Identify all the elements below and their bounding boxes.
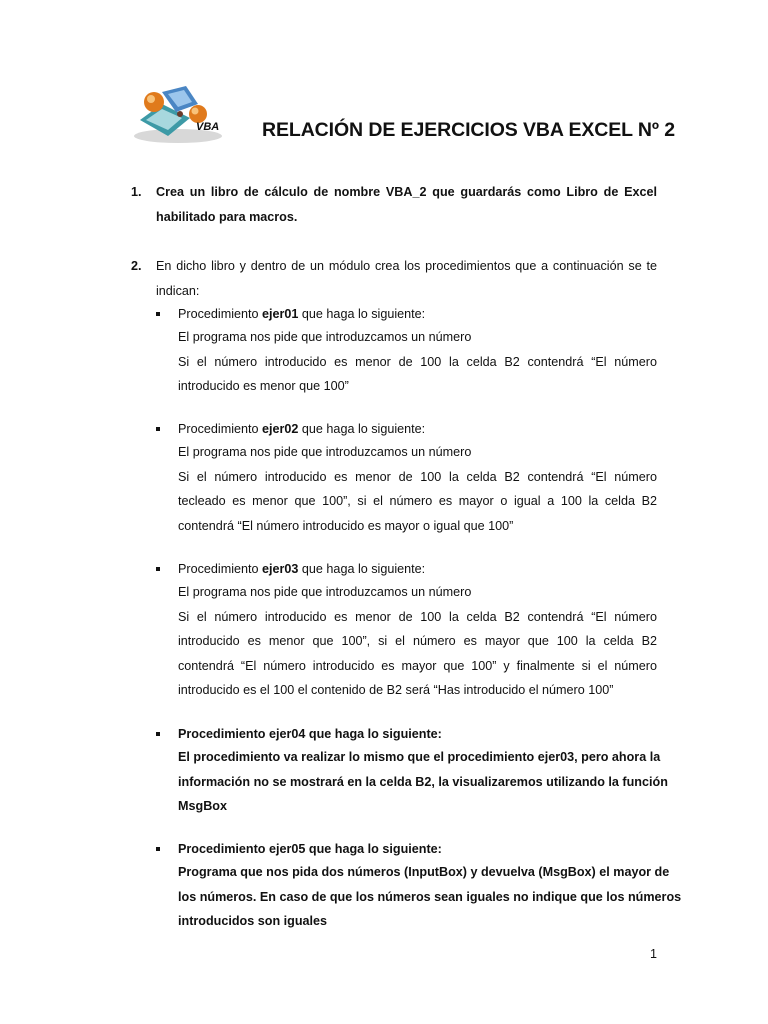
procedure-ejer02 — [178, 418, 657, 538]
procedure-line: contendrá “El número introducido es mayor o igual que 100” — [178, 518, 514, 533]
procedure-ejer03 — [178, 558, 657, 703]
procedure-heading: Procedimiento ejer05 que haga lo siguiente: — [178, 842, 442, 856]
procedure-line: Si el número introducido es menor de 100 la celda B2 contendrá “El número — [178, 354, 657, 369]
procedure-line: El programa nos pide que introduzcamos un número — [178, 445, 472, 459]
procedure-line: MsgBox — [178, 799, 227, 814]
procedure-line: El programa nos pide que introduzcamos un número — [178, 330, 472, 344]
procedure-line: El programa nos pide que introduzcamos un número — [178, 585, 472, 599]
procedure-line: tecleado es menor que 100”, si el número es mayor o igual a 100 la celda B2 — [178, 494, 657, 509]
bullet-icon — [156, 427, 160, 431]
procedure-line: introducido es menor que 100” — [178, 379, 349, 394]
procedure-heading: Procedimiento ejer01 que haga lo siguiente: — [178, 307, 426, 321]
bullet-icon — [156, 847, 160, 851]
logo-text: VBA — [196, 121, 220, 133]
page-number: 1 — [650, 947, 658, 961]
page-title: RELACIÓN DE EJERCICIOS VBA EXCEL Nº 2 — [262, 119, 675, 141]
procedure-line: Si el número introducido es menor de 100 la celda B2 contendrá “El número — [178, 469, 657, 484]
item-text-1: Crea un libro de cálculo de nombre VBA_2 que guardarás como Libro de Excel habilitado para macros. — [156, 185, 657, 224]
bullet-icon — [156, 312, 160, 316]
procedure-heading: Procedimiento ejer03 que haga lo siguiente: — [178, 562, 426, 576]
procedure-line: Si el número introducido es menor de 100 la celda B2 contendrá “El número — [178, 609, 657, 624]
procedure-line: contendrá “El número introducido es mayor que 100” y finalmente si el número — [178, 658, 657, 673]
procedure-ejer05 — [178, 838, 682, 934]
procedure-line: información no se mostrará en la celda B2, la visualizaremos utilizando la función — [178, 774, 668, 789]
item-number-1: 1. — [131, 185, 142, 199]
procedure-line: El procedimiento va realizar lo mismo que el procedimiento ejer03, pero ahora la — [178, 750, 661, 764]
procedure-line: los números. En caso de que los números sean iguales no indique que los números — [178, 889, 682, 904]
procedure-ejer04 — [178, 723, 668, 819]
item-text-2: En dicho libro y dentro de un módulo crea los procedimientos que a continuación se te indican: — [156, 259, 657, 298]
vba-logo — [132, 84, 224, 144]
procedure-heading: Procedimiento ejer02 que haga lo siguiente: — [178, 422, 426, 436]
bullet-icon — [156, 732, 160, 736]
item-number-2: 2. — [131, 259, 142, 273]
procedure-line: introducidos son iguales — [178, 914, 328, 929]
procedure-ejer01 — [178, 303, 657, 399]
procedure-line: introducido es menor que 100”, si el número es mayor que 100 la celda B2 — [178, 634, 657, 649]
procedure-heading: Procedimiento ejer04 que haga lo siguiente: — [178, 727, 442, 741]
procedure-line: Programa que nos pida dos números (InputBox) y devuelva (MsgBox) el mayor de — [178, 865, 670, 879]
procedure-line: introducido es el 100 el contenido de B2 será “Has introducido el número 100” — [178, 683, 614, 698]
bullet-icon — [156, 567, 160, 571]
